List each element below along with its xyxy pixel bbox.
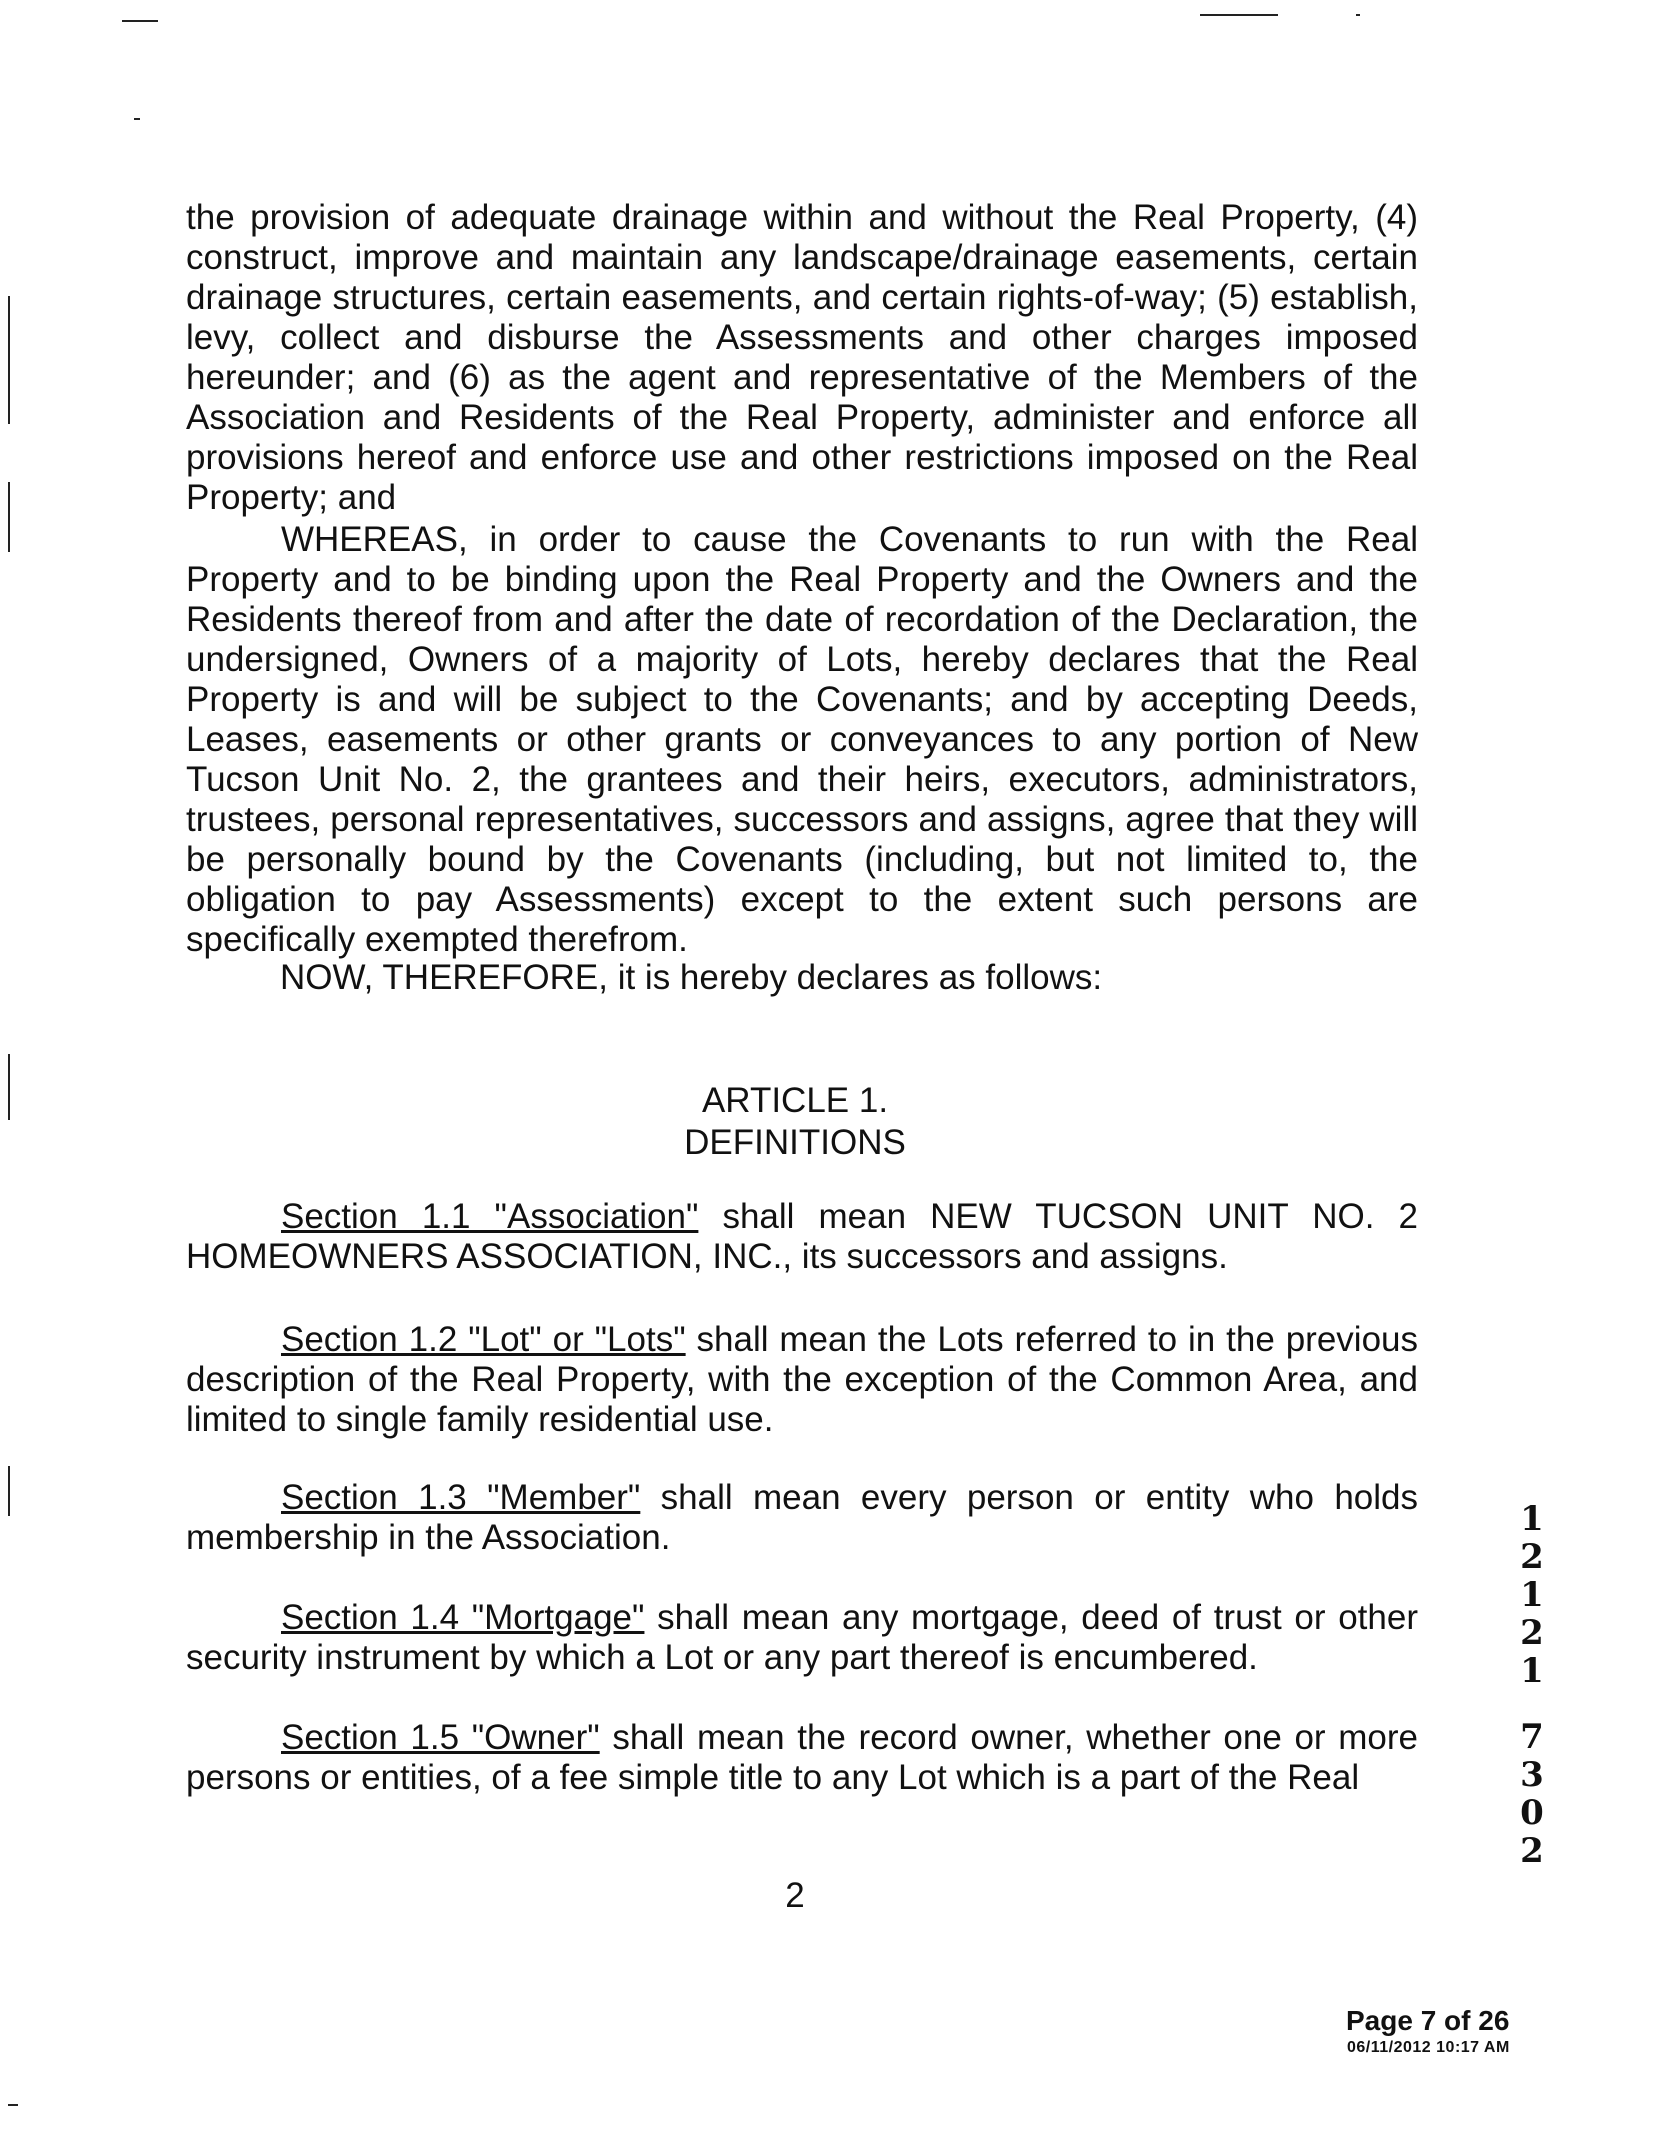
section-heading: Section 1.1 "Association" xyxy=(281,1197,699,1236)
section-1-4 xyxy=(186,1598,1418,1678)
section-text: shall mean the record owner, whether one or more persons or entities, of a fee simple title to any Lot which is a part of the Real xyxy=(186,1718,1418,1797)
stamp-digit: 3 xyxy=(1520,1755,1544,1795)
section-heading: Section 1.4 "Mortgage" xyxy=(281,1598,645,1637)
section-text: shall mean every person or entity who holds membership in the Association. xyxy=(186,1478,1418,1557)
stamp-digit: 1 xyxy=(1520,1575,1544,1615)
article-number: ARTICLE 1. xyxy=(701,1081,889,1120)
paragraph-intro-continued: the provision of adequate drainage within and without the Real Property, (4) construct, improve and maintain any landscape/drainage easements, certain drainage structures, certain easements, and certain rights-of-way; (5) establish, levy, collect and disburse the Assessments and other charges imposed hereunder; and (6) as the agent and representative of the Members of the Association and Residents of the Real Property, administer and enforce all provisions hereof and enforce use and other restrictions imposed on the Real Property; and xyxy=(186,198,1418,517)
scan-mark xyxy=(1200,14,1278,16)
section-text: shall mean any mortgage, deed of trust or other security instrument by which a Lot or any part thereof is encumbered. xyxy=(186,1598,1418,1677)
scan-mark xyxy=(8,2104,18,2106)
section-text: shall mean NEW TUCSON UNIT NO. 2 HOMEOWNERS ASSOCIATION, INC., its successors and assigns. xyxy=(186,1197,1418,1276)
recording-number-stamp xyxy=(1512,1500,1552,1870)
footer-timestamp: 06/11/2012 10:17 AM xyxy=(1347,2039,1510,2056)
section-1-2 xyxy=(186,1320,1418,1440)
section-heading: Section 1.3 "Member" xyxy=(281,1478,641,1517)
stamp-digit: 2 xyxy=(1520,1831,1544,1871)
scan-mark xyxy=(134,118,140,120)
scan-mark xyxy=(1356,14,1360,16)
stamp-digit: 1 xyxy=(1520,1651,1544,1691)
page-number: 2 xyxy=(785,1876,805,1915)
scan-mark xyxy=(8,1466,10,1516)
stamp-digit: 1 xyxy=(1520,1499,1544,1539)
section-text: shall mean the Lots referred to in the previous description of the Real Property, with the exception of the Common Area, and limited to single family residential use. xyxy=(186,1320,1418,1439)
paragraph-now-therefore: NOW, THEREFORE, it is hereby declares as follows: xyxy=(280,958,1103,997)
paragraph-whereas: WHEREAS, in order to cause the Covenants to run with the Real Property and to be binding upon the Real Property and the Owners and the Residents thereof from and after the date of recordation of the Declaration, the undersigned, Owners of a majority of Lots, hereby declares that the Real Property is and will be subject to the Covenants; and by accepting Deeds, Leases, easements or other grants or conveyances to any portion of New Tucson Unit No. 2, the grantees and their heirs, executors, administrators, trustees, personal representatives, successors and assigns, agree that they will be personally bound by the Covenants (including, but not limited to, the obligation to pay Assessments) except to the extent such persons are specifically exempted therefrom. xyxy=(186,520,1418,959)
scan-mark xyxy=(8,482,10,552)
stamp-gap xyxy=(1512,1690,1552,1718)
scan-mark xyxy=(8,296,10,424)
section-1-5 xyxy=(186,1718,1418,1798)
stamp-digit: 0 xyxy=(1520,1793,1544,1833)
section-heading: Section 1.2 "Lot" or "Lots" xyxy=(281,1320,686,1359)
stamp-digit: 2 xyxy=(1520,1613,1544,1653)
section-heading: Section 1.5 "Owner" xyxy=(281,1718,600,1757)
stamp-digit: 2 xyxy=(1520,1537,1544,1577)
stamp-digit: 7 xyxy=(1520,1717,1544,1757)
footer-page-label: Page 7 of 26 xyxy=(1346,2005,1510,2036)
article-title: DEFINITIONS xyxy=(684,1123,906,1162)
section-1-3 xyxy=(186,1478,1418,1558)
section-1-1 xyxy=(186,1197,1418,1277)
scan-mark xyxy=(122,20,158,22)
